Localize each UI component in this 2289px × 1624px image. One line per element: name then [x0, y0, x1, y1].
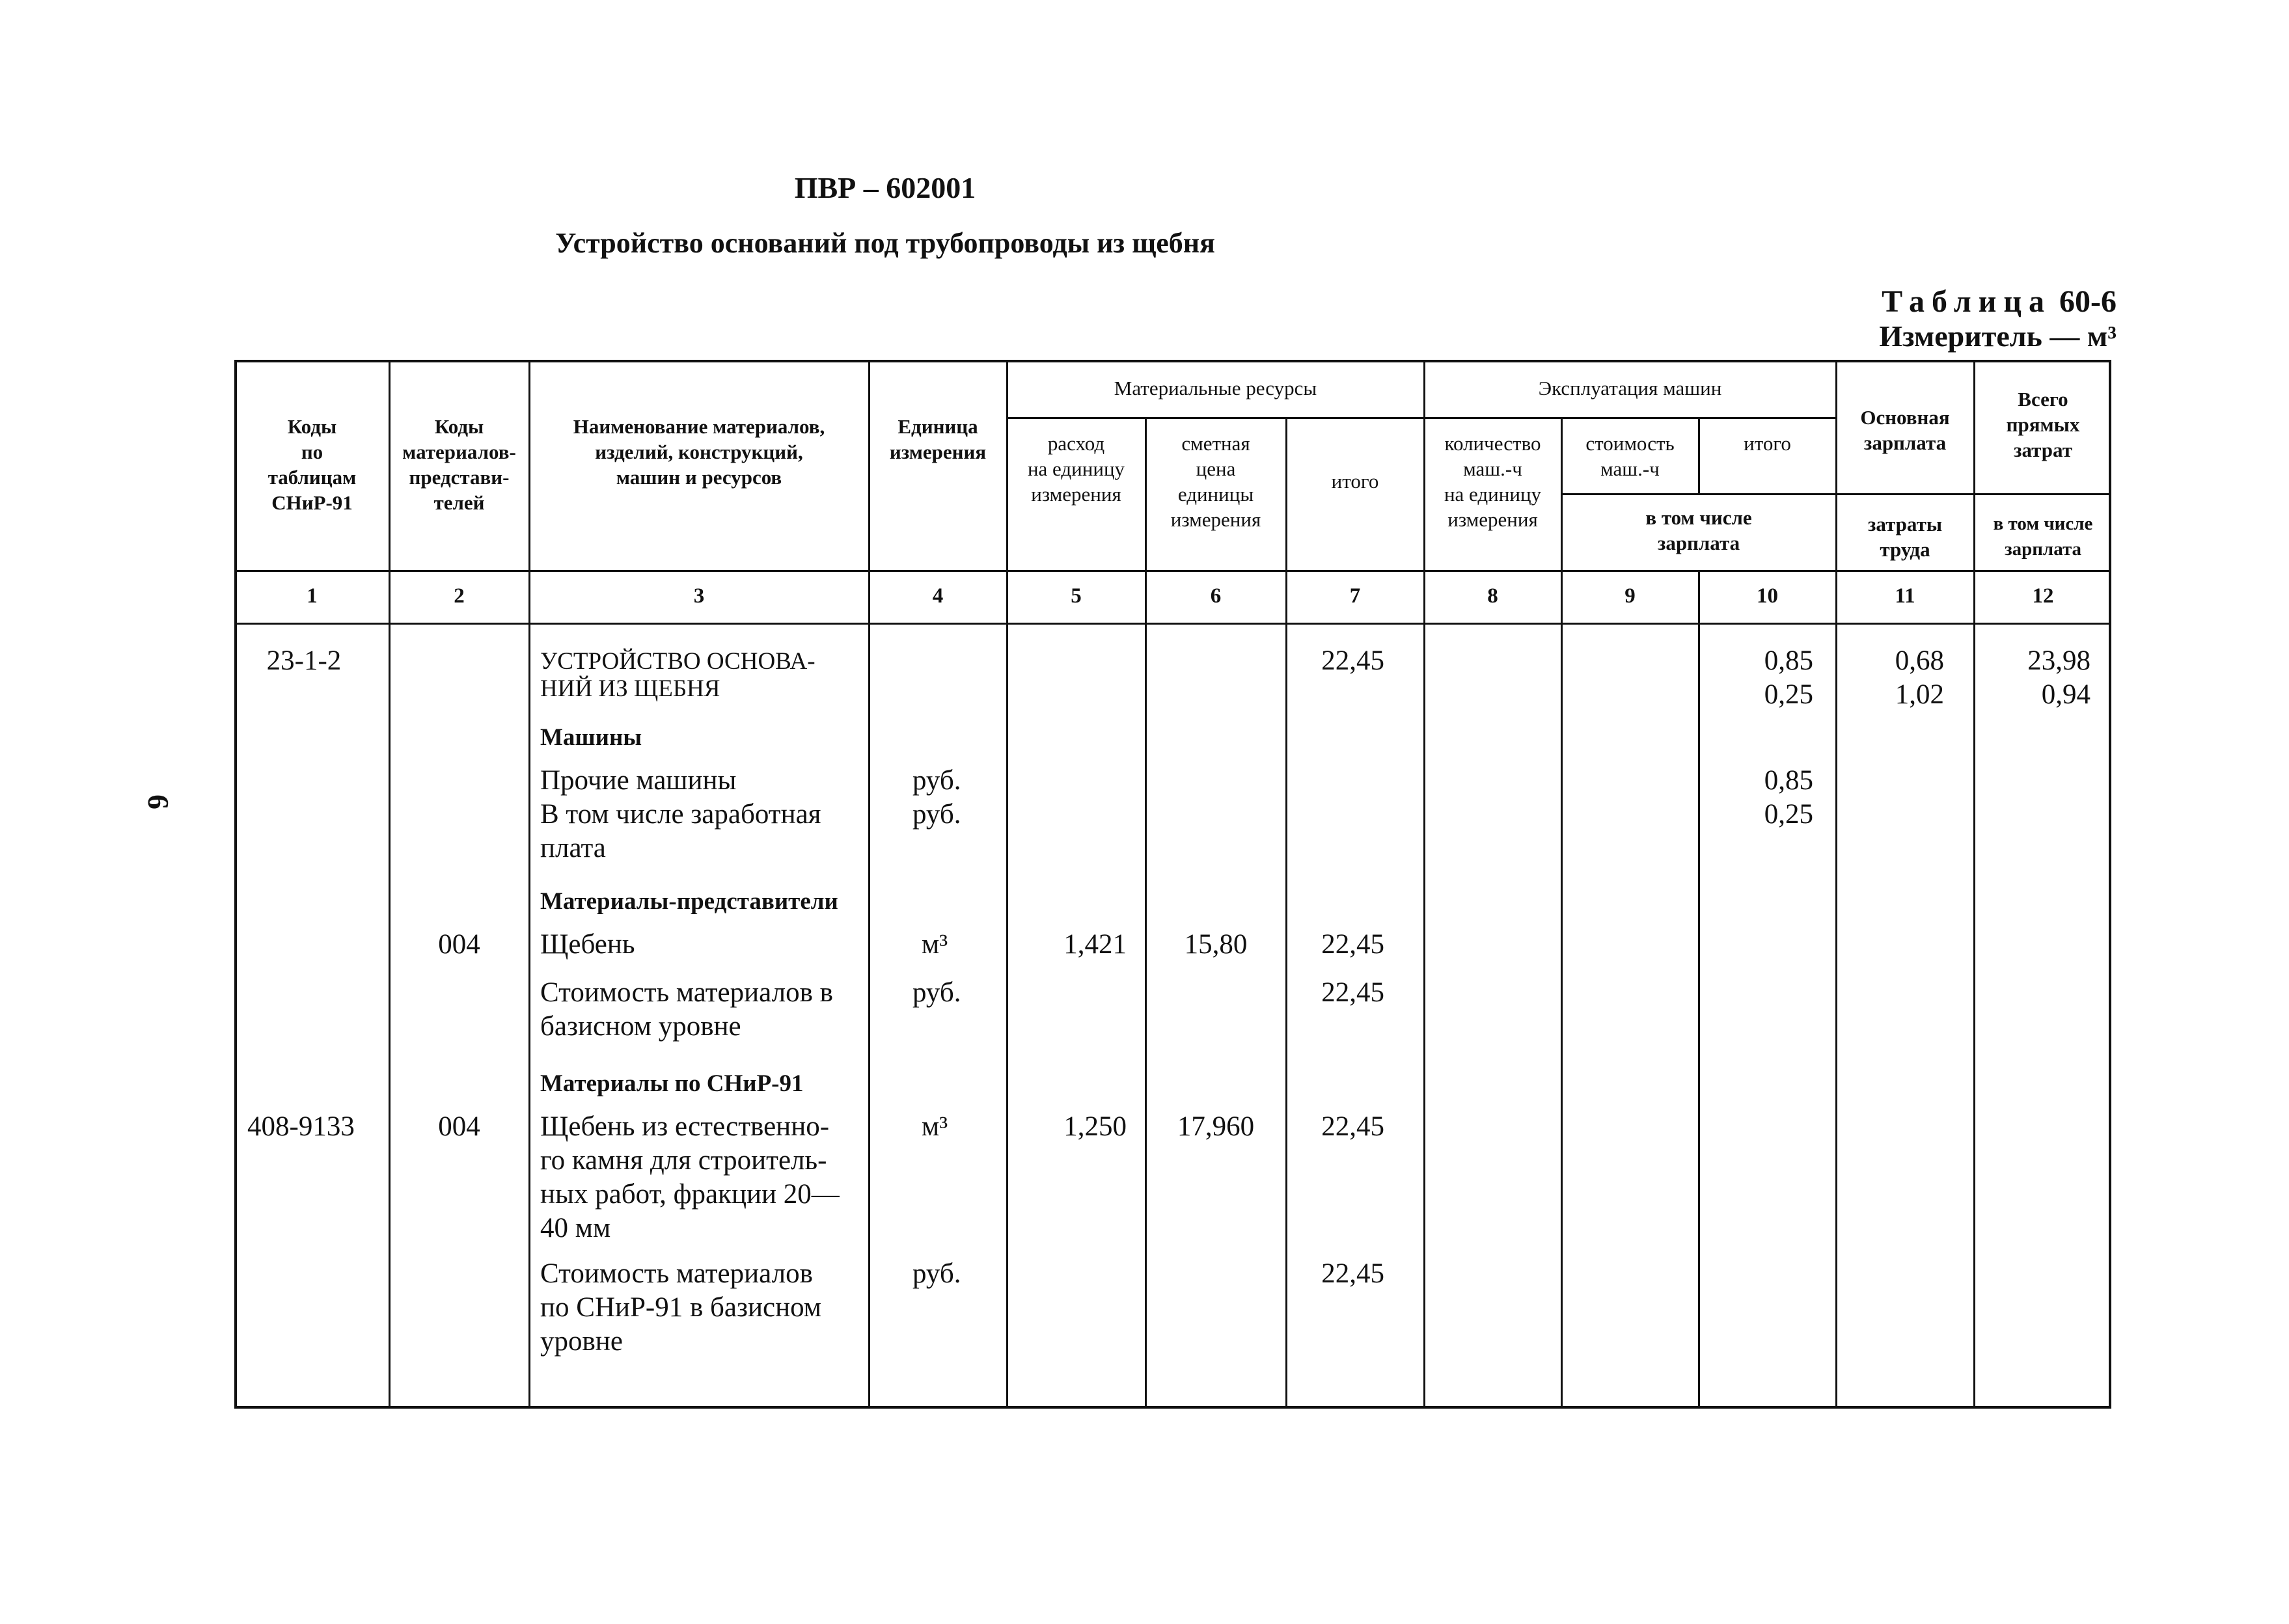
header-col6: сметная цена единицы измерения: [1170, 432, 1261, 531]
section-machines: Машины: [540, 724, 642, 751]
header-col1: Коды по таблицам СНиР-91: [267, 415, 357, 514]
column-number: 7: [1349, 584, 1361, 608]
row-6-name: Стоимость материалов по СНиР-91 в базисном уровне: [540, 1258, 821, 1357]
grid-hline: [1006, 417, 1837, 419]
grid-hline: [234, 623, 2111, 625]
header-group-materials: Материальные ресурсы: [1114, 377, 1317, 399]
section-snip-materials: Материалы по СНиР-91: [540, 1070, 804, 1097]
grid-vline: [1561, 418, 1563, 1409]
row-1-code: 23-1-2: [266, 645, 342, 676]
row-6-total: 22,45: [1321, 1258, 1384, 1289]
column-number: 12: [2032, 584, 2054, 608]
column-number: 8: [1487, 584, 1498, 608]
header-col12: Всего прямых затрат: [2006, 388, 2080, 461]
header-col9: стоимость маш.-ч: [1585, 432, 1675, 480]
grid-hline: [234, 570, 2111, 572]
page-number: 6: [142, 794, 175, 809]
row-5-code2: 004: [438, 1111, 480, 1142]
document-code: ПВР – 602001: [794, 171, 976, 204]
row-1-machines-total: 0,85 0,25: [1764, 645, 1813, 710]
header-col9-10-sub: в том числе зарплата: [1645, 506, 1752, 554]
row-5-price: 17,960: [1177, 1111, 1255, 1142]
row-4-total: 22,45: [1321, 977, 1384, 1008]
grid-vline: [1145, 418, 1147, 1409]
row-3-name: Щебень: [540, 929, 635, 960]
header-col8: количество маш.-ч на единицу измерения: [1444, 432, 1542, 531]
table-number: 60-6: [2059, 284, 2117, 319]
row-3-total: 22,45: [1321, 929, 1384, 960]
header-col11: Основная зарплата: [1860, 406, 1950, 454]
section-representative-materials: Материалы-представители: [540, 888, 838, 915]
column-number: 6: [1210, 584, 1222, 608]
column-number: 5: [1071, 584, 1082, 608]
grid-vline: [389, 360, 391, 1409]
column-number: 2: [454, 584, 465, 608]
row-2-name: Прочие машины В том числе заработная плата: [540, 765, 821, 863]
header-col11-sub: затраты труда: [1867, 513, 1943, 561]
document-title: Устройство оснований под трубопроводы из щебня: [555, 227, 1215, 259]
row-4-name: Стоимость материалов в базисном уровне: [540, 977, 833, 1042]
header-col5: расход на единицу измерения: [1027, 432, 1125, 506]
row-1-total: 22,45: [1321, 645, 1384, 676]
row-1-name: УСТРОЙСТВО ОСНОВА- НИЙ ИЗ ЩЕБНЯ: [540, 648, 816, 702]
column-number: 3: [693, 584, 705, 608]
measure-unit: Измеритель — м³: [1879, 319, 2117, 353]
grid-hline: [1561, 493, 2111, 495]
row-5-unit: м³: [922, 1111, 948, 1142]
header-col4: Единица измерения: [889, 415, 987, 463]
row-1-direct: 23,98 0,94: [2027, 645, 2090, 710]
row-5-name: Щебень из естественно- го камня для строитель- ных работ, фракции 20— 40 мм: [540, 1111, 840, 1243]
row-3-price: 15,80: [1184, 929, 1248, 960]
column-number: 10: [1757, 584, 1778, 608]
row-3-unit: м³: [922, 929, 948, 960]
row-5-code1: 408-9133: [247, 1111, 355, 1142]
row-6-unit: руб.: [912, 1258, 961, 1289]
column-number: 11: [1895, 584, 1915, 608]
row-4-unit: руб.: [912, 977, 961, 1008]
header-col2: Коды материалов- представи- телей: [402, 415, 516, 514]
row-2-unit: руб. руб.: [912, 765, 961, 830]
grid-vline: [1006, 360, 1008, 1409]
row-5-rate: 1,250: [1063, 1111, 1127, 1142]
header-col10: итого: [1744, 432, 1791, 455]
column-number: 4: [932, 584, 944, 608]
column-number: 9: [1624, 584, 1636, 608]
row-3-rate: 1,421: [1063, 929, 1127, 960]
grid-vline: [528, 360, 530, 1409]
row-3-code2: 004: [438, 929, 480, 960]
grid-vline: [1698, 418, 1700, 494]
header-col12-sub: в том числе зарплата: [1993, 513, 2093, 560]
table-word: Таблица: [1882, 284, 2052, 319]
table-label: [1882, 284, 2117, 319]
row-1-salary: 0,68 1,02: [1895, 645, 1944, 710]
header-group-machines: Эксплуатация машин: [1538, 377, 1722, 399]
header-col3: Наименование материалов, изделий, конструкций, машин и ресурсов: [573, 415, 825, 489]
grid-vline: [868, 360, 870, 1409]
header-col7: итого: [1331, 470, 1379, 493]
row-5-total: 22,45: [1321, 1111, 1384, 1142]
row-2-machines-total: 0,85 0,25: [1764, 765, 1813, 830]
column-number: 1: [307, 584, 318, 608]
